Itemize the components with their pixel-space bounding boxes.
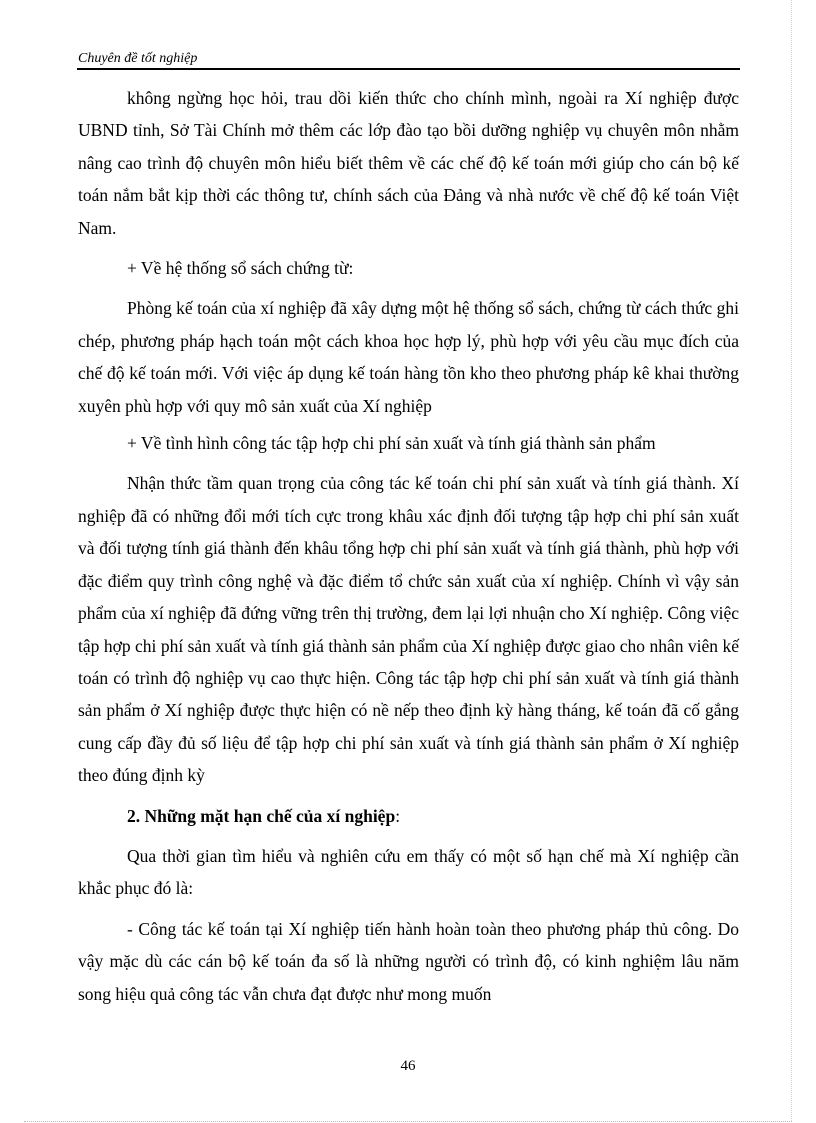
section-heading-colon: : xyxy=(395,805,401,826)
document-body xyxy=(78,82,739,1010)
page-boundary-right xyxy=(791,0,792,1121)
header-rule xyxy=(77,68,740,70)
section-heading-label: 2. Những mặt hạn chế của xí nghiệp xyxy=(127,805,396,826)
paragraph-training: không ngừng học hỏi, trau dồi kiến thức cho chính mình, ngoài ra Xí nghiệp được UBND tỉnh, Sở Tài Chính mở thêm các lớp đào tạo bồi dưỡng nghiệp vụ chuyên môn nhằm nâng cao trình độ chuyên môn hiểu biết thêm về các chế độ kế toán mới giúp cho cán bộ kế toán nắm bắt kịp thời các thông tư, chính sách của Đảng và nhà nước về chế độ kế toán Việt Nam. xyxy=(78,88,739,238)
paragraph-limitations-intro: Qua thời gian tìm hiểu và nghiên cứu em thấy có một số hạn chế mà Xí nghiệp cần khắc phục đó là: xyxy=(78,845,739,899)
paragraph-manual-accounting: - Công tác kế toán tại Xí nghiệp tiến hành hoàn toàn theo phương pháp thủ công. Do vậy mặc dù các cán bộ kế toán đa số là những người có trình độ, có kinh nghiệm lâu năm song hiệu quả công tác vẫn chưa đạt được như mong muốn xyxy=(78,918,739,1004)
running-header: Chuyên đề tốt nghiệp xyxy=(78,51,198,66)
paragraph-cost: Nhận thức tầm quan trọng của công tác kế toán chi phí sản xuất và tính giá thành. Xí nghiệp đã có những đổi mới tích cực trong khâu xác định đối tượng tập hợp chi phí sản xuất và đối tượng tính giá thành đến khâu tổng hợp chi phí sản xuất và tính giá thành, phù hợp với đặc điểm quy trình công nghệ và đặc điểm tổ chức sản xuất của xí nghiệp. Chính vì vậy sản phẩm của xí nghiệp đã đứng vững trên thị trường, đem lại lợi nhuận cho Xí nghiệp. Công việc tập hợp chi phí sản xuất và tính giá thành sản phẩm của Xí nghiệp được giao cho nhân viên kế toán có trình độ nghiệp vụ cao thực hiện. Công tác tập hợp chi phí sản xuất và tính giá thành sản phẩm ở Xí nghiệp được thực hiện có nề nếp theo định kỳ hàng tháng, kế toán đã cố gắng cung cấp đầy đủ số liệu để tập hợp chi phí sản xuất và tính giá thành sản phẩm ở Xí nghiệp theo đúng định kỳ xyxy=(78,473,739,786)
paragraph-cost-heading: + Về tình hình công tác tập hợp chi phí sản xuất và tính giá thành sản phẩm xyxy=(127,433,656,454)
page-boundary-bottom xyxy=(24,1121,792,1122)
paragraph-records-heading: + Về hệ thống sổ sách chứng từ: xyxy=(127,258,354,279)
page-number: 46 xyxy=(400,1058,416,1074)
paragraph-records: Phòng kế toán của xí nghiệp đã xây dựng một hệ thống sổ sách, chứng từ cách thức ghi chép, phương pháp hạch toán một cách khoa học hợp lý, phù hợp với yêu cầu mục đích của chế độ kế toán mới. Với việc áp dụng kế toán hàng tồn kho theo phương pháp kê khai thường xuyên phù hợp với quy mô sản xuất của Xí nghiệp xyxy=(78,298,739,416)
section-heading-limitations xyxy=(78,800,739,832)
